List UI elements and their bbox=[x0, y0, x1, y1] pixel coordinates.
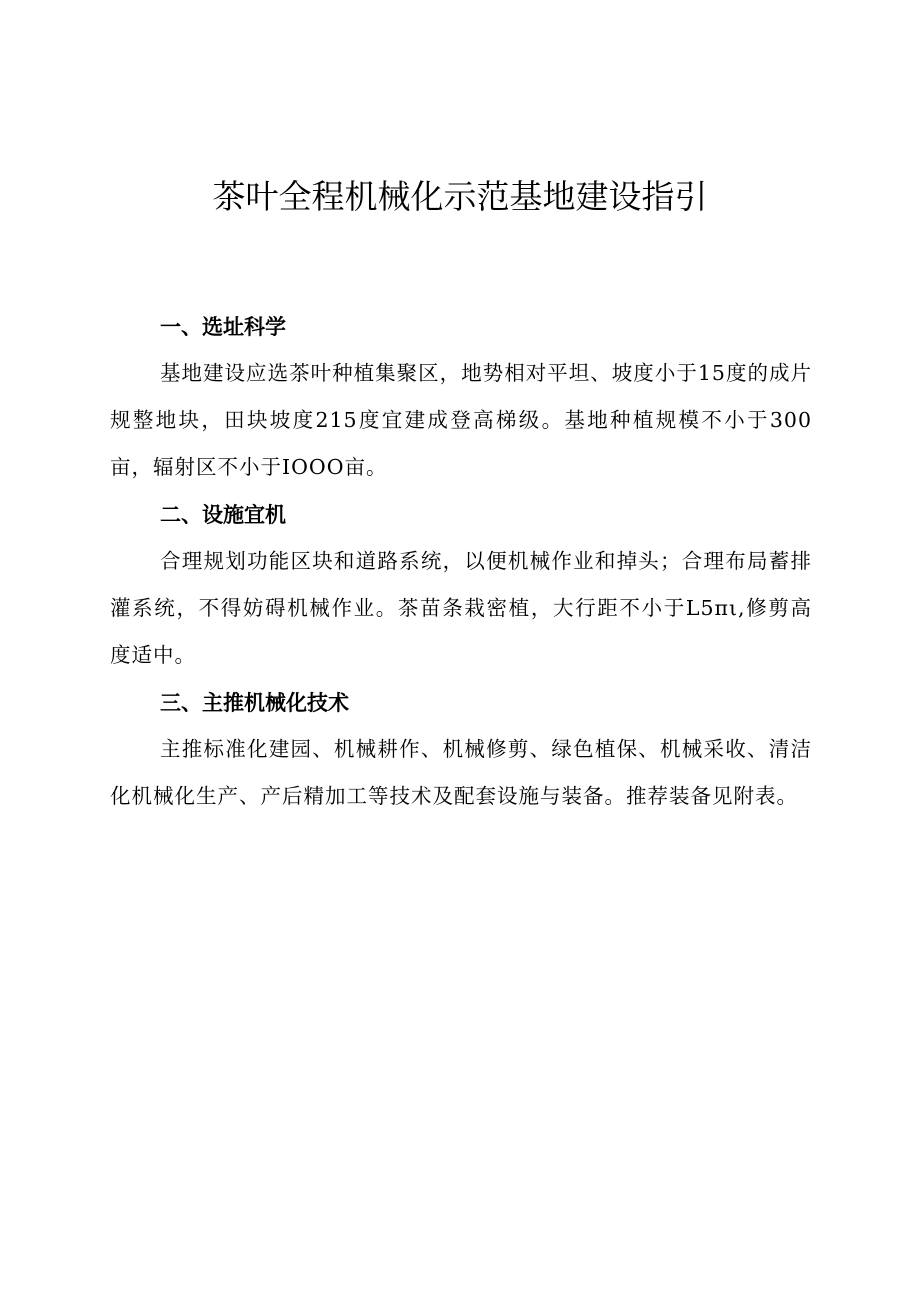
section-heading: 三、主推机械化技术 bbox=[160, 691, 349, 715]
section-site-selection bbox=[110, 304, 812, 491]
document-title: 茶叶全程机械化示范基地建设指引 bbox=[212, 177, 708, 216]
section-heading: 一、选址科学 bbox=[160, 315, 286, 339]
section-paragraph: 主推标准化建园、机械耕作、机械修剪、绿色植保、机械采收、清洁化机械化生产、产后精加工等技术及配套设施与装备。推荐装备见附表。 bbox=[110, 737, 812, 808]
document-body bbox=[110, 304, 812, 820]
section-heading: 二、设施宜机 bbox=[160, 503, 286, 527]
section-paragraph: 合理规划功能区块和道路系统，以便机械作业和掉头；合理布局蓄排灌系统，不得妨碍机械作业。茶苗条栽密植，大行距不小于L5πι,修剪高度适中。 bbox=[110, 549, 812, 667]
section-facilities bbox=[110, 492, 812, 679]
section-mechanization-tech bbox=[110, 680, 812, 820]
section-paragraph: 基地建设应选茶叶种植集聚区，地势相对平坦、坡度小于15度的成片规整地块，田块坡度215度宜建成登高梯级。基地种植规模不小于300亩，辐射区不小于IOOO亩。 bbox=[110, 361, 812, 479]
